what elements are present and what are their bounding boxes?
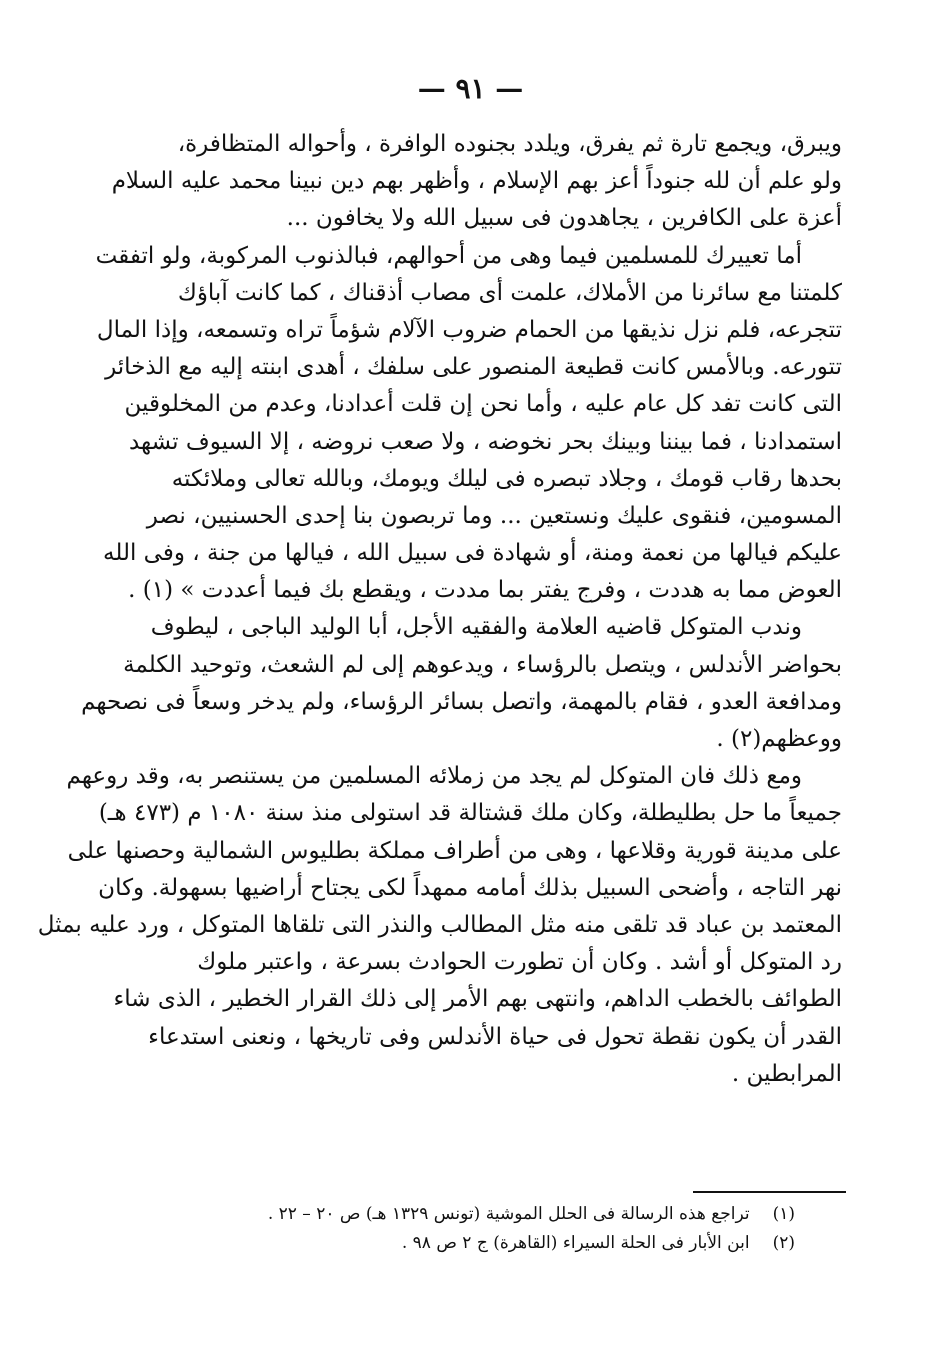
footnote-divider	[693, 1191, 846, 1193]
text-line: تتجرعه، فلم نزل نذيقها من الحمام ضروب الآلام شؤماً تراه وتسمعه، وإذا المال	[96, 316, 842, 343]
text-line: ومع ذلك فان المتوكل لم يجد من زملائه المسلمين من يستنصر به، وقد روعهم	[66, 763, 802, 790]
paragraph	[111, 126, 842, 238]
text-line: القدر أن يكون نقطة تحول فى حياة الأندلس وفى تاريخها ، ونعنى استدعاء	[148, 1023, 842, 1050]
text-line: العوض مما به هددت ، وفرج يفتر بما مددت ، ويقطع بك فيما أعددت » (١) .	[128, 577, 842, 604]
body-text	[37, 126, 842, 1093]
text-line: نهر التاجه ، وأضحى السبيل بذلك أمامه ممهداً لكى يجتاح أراضيها بسهولة. وكان	[98, 874, 842, 901]
text-line: عليكم فيالها من نعمة ومنة، أو شهادة فى سبيل الله ، فيالها من جنة ، وفى الله	[103, 540, 842, 567]
text-line: وندب المتوكل قاضيه العلامة والفقيه الأجل، أبا الوليد الباجى ، ليطوف	[150, 614, 802, 641]
page-number: — ٩١ —	[417, 72, 524, 105]
footnote	[250, 1229, 795, 1258]
text-line: التى كانت تفد كل عام عليه ، وأما نحن إن قلت أعدادنا، وعدم من المخلوقين	[124, 391, 842, 418]
text-line: رد المتوكل أو أشد . وكان أن تطورت الحوادث بسرعة ، واعتبر ملوك	[197, 949, 842, 976]
text-line: الطوائف بالخطب الداهم، وانتهى بهم الأمر إلى ذلك القرار الخطير ، الذى شاء	[113, 986, 842, 1013]
text-line: تتورعه. وبالأمس كانت قطيعة المنصور على سلفك ، أهدى ابنته إليه مع الذخائر	[105, 354, 842, 381]
footnote	[250, 1200, 795, 1229]
text-line: ويبرق، ويجمع تارة ثم يفرق، ويلدد بجنوده الوافرة ، وأحواله المتظافرة،	[177, 131, 842, 157]
footnote-marker: (٢)	[772, 1233, 795, 1253]
footnote-text: ابن الأبار فى الحلة السيراء (القاهرة) ج ٢ ص ٩٨ .	[401, 1233, 750, 1253]
paragraph	[81, 609, 842, 758]
footnote-marker: (١)	[772, 1204, 795, 1224]
paragraph	[95, 238, 842, 610]
footnotes	[250, 1200, 795, 1258]
text-line: المرابطين .	[731, 1060, 842, 1087]
text-line: أما تعييرك للمسلمين فيما وهى من أحوالهم، فبالذنوب المركوبة، ولو اتفقت	[95, 242, 802, 269]
text-line: ولو علم أن لله جنوداً أعز بهم الإسلام ، وأظهر بهم دين نبينا محمد عليه السلام	[111, 168, 842, 195]
paragraph	[37, 758, 842, 1093]
text-line: ووعظهم(٢) .	[716, 726, 842, 752]
text-line: كلمتنا مع سائرنا من الأملاك، علمت أى مصاب أذقناك ، كما كانت آباؤك	[177, 279, 842, 306]
text-line: المسومين، فنقوى عليك ونستعين ... وما تربصون بنا إحدى الحسنيين، نصر	[146, 502, 842, 529]
text-line: جميعاً ما حل بطليطلة، وكان ملك قشتالة قد استولى منذ سنة ١٠٨٠ م (٤٧٣ هـ)	[98, 800, 842, 827]
text-line: بحدها رقاب قومك ، وجلاد تبصره فى ليلك ويومك، وبالله تعالى وملائكته	[171, 465, 842, 492]
footnote-text: تراجع هذه الرسالة فى الحلل الموشية (تونس ١٣٢٩ هـ) ص ٢٠ – ٢٢ .	[267, 1204, 750, 1224]
text-line: بحواضر الأندلس ، ويتصل بالرؤساء ، ويدعوهم إلى لم الشعث، وتوحيد الكلمة	[123, 651, 842, 678]
text-line: ومدافعة العدو ، فقام بالمهمة، واتصل بسائر الرؤساء، ولم يدخر وسعاً فى نصحهم	[81, 688, 842, 715]
text-line: المعتمد بن عباد قد تلقى منه مثل المطالب والنذر التى تلقاها المتوكل ، ورد عليه بمثل	[37, 911, 842, 938]
text-line: على مدينة قورية وقلاعها ، وهى من أطراف مملكة بطليوس الشمالية وحصنها على	[67, 837, 842, 864]
text-line: أعزة على الكافرين ، يجاهدون فى سبيل الله ولا يخافون ...	[286, 205, 842, 232]
text-line: استمدادنا ، فما بيننا وبينك بحر نخوضه ، ولا صعب نروضه ، إلا السيوف تشهد	[128, 428, 842, 455]
